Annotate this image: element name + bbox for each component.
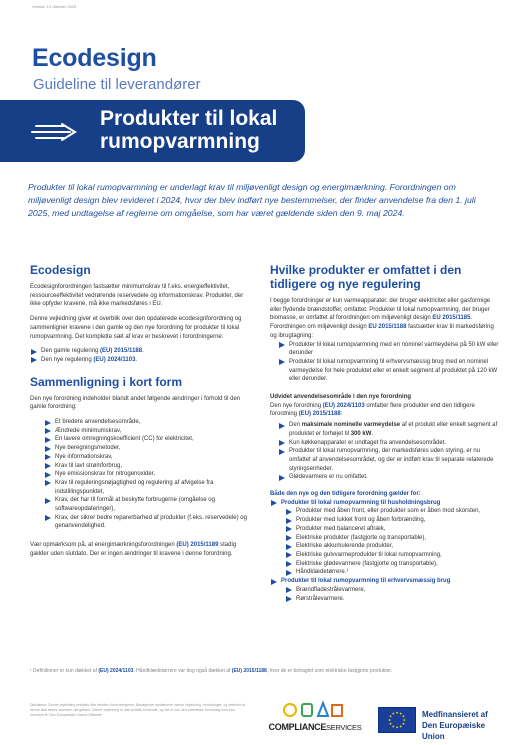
household-list <box>270 507 500 577</box>
brand-subtitle: Guideline til leverandører <box>33 76 201 93</box>
section-heading-comparison: Sammenligning i kort form <box>30 374 183 389</box>
list-item: Den maksimale nominelle varmeydelse af et produkt eller enkelt segment af produktet er forhøjet til 300 kW. <box>278 421 500 438</box>
regulation-link[interactable]: (EU) 2015/1188 <box>100 348 143 355</box>
group-list <box>270 577 500 586</box>
group-commercial: Produkter til lokal rumopvarmning til erhvervsmæssig brug <box>270 577 500 586</box>
brand-title: Ecodesign <box>32 44 157 72</box>
eu-flag-icon <box>378 707 416 733</box>
arrow-lines-icon <box>30 121 78 143</box>
group-list <box>270 499 500 508</box>
list-item: Elektriske gulvvarmeprodukter til lokal rumopvarmning, <box>286 551 500 560</box>
regulation-link[interactable]: (EU) 2024/1103 <box>98 668 134 674</box>
hero-title: Produkter til lokal rumopvarmning <box>100 107 278 153</box>
list-item: Krav til reguleringsnøjagtighed og regulering af afvigelse fra indstillingspunktet, <box>44 479 255 496</box>
list-item: Produkter med balanceret aftræk, <box>286 525 500 534</box>
regulation-link[interactable]: (EU) 2024/1103 <box>322 402 365 409</box>
list-item: Et bredere anvendelsesområde, <box>44 418 255 427</box>
list-item: Produkter med åben front, eller produkter som er åben mod skorsten, <box>286 507 500 516</box>
list-item: Den nye regulering (EU) 2024/1103. <box>30 356 255 365</box>
list-item: Glødevarmere er nu omfattet. <box>278 473 500 482</box>
commercial-list <box>270 586 500 603</box>
list-item: Nye emissionskrav for nitrogenoxider, <box>44 470 255 479</box>
list-item: Nye beregningsmetoder, <box>44 444 255 453</box>
left-column <box>30 263 255 565</box>
list-item: Krav, der sikrer bedre reparerbarhed af produkter (f.eks. reservedele) og genanvendelighed. <box>44 514 255 531</box>
list-item: Brændfladestrålevarmere, <box>286 586 500 595</box>
list-item: Krav til lavt strømforbrug, <box>44 462 255 471</box>
footnote: ¹ Definitioner er kun dækket af (EU) 2024/1103. Håndklædetørrere var dog også dækket af (EU) 2015/1188, hvor de er betragtet som elektriske fastgjorte produkter. <box>30 668 393 674</box>
list-item: Rørstrålevarmere. <box>286 595 500 604</box>
intro-text: Produkter til lokal rumopvarmning er underlagt krav til miljøvenligt design og energimærkning. Forordningen om miljøvenligt design blev revideret i 2024, hvor der blev indført nye bestemmelser, der finder anvendelse fra den 1. juli 2025, med undtagelse af reglerne om omgåelse, som har været gældende siden den 9. maj 2024. <box>28 182 476 218</box>
list-item: Elektriske produkter (fastgjorte og transportable), <box>286 534 500 543</box>
appliance-icons <box>260 698 370 720</box>
hero-banner <box>0 100 305 162</box>
list-item: Ændrede minimumskrav, <box>44 427 255 436</box>
paragraph: Den nye forordning indeholder blandt andet følgende ændringer i forhold til den gamle forordning: <box>30 395 241 411</box>
section-heading-ecodesign: Ecodesign <box>30 263 91 277</box>
compliance-services-logo <box>260 698 370 738</box>
both-heading: Både den nye og den tidligere forordning gælder for: <box>270 491 421 498</box>
paragraph: Den nye forordning (EU) 2024/1103 omfatter flere produkter end den tidligere forordning (EU) 2015/1188: <box>270 402 475 418</box>
list-item: Produkter til lokal rumopvarmning til erhvervsmæssig brug med en nominel varmeydelse for hele produktet eller et enkelt segment af produktet på 120 kW eller derunder. <box>278 358 500 384</box>
list-item: Elektriske glødevarmere (fastgjorte og transportable), <box>286 560 500 569</box>
list-item: Krav, der har til formål at beskytte forbrugerne (omgåelse og softwareopdateringer), <box>44 496 255 513</box>
list-item: Nye informationskrav, <box>44 453 255 462</box>
paragraph: Vær opmærksom på, at energimærkningsforordningen (EU) 2015/1189 stadig gælder uden slutdato. Der er ingen ændringer til kravene i denne forordning. <box>30 542 237 557</box>
paragraph: I begge forordninger er kun varmeapparater, der bruger elektricitet eller gasformige eller flydende brændstoffer, omfattet. Produkter til lokal rumopvarmning, der bruger biomasse, er omfattet af forordningen om miljøvenligt design EU 2015/1185. <box>270 298 491 322</box>
disclaimer: Disclaimer: Denne vejledning erstatter ikke teksten i forordningerne. Besøgende medlemmer denne vejledning, forordninger, og rettelser af denne skal læses sammen, det gælder. Denne vejledning er ikke juridisk bindende, og det er kun den autentiske forordning som kan henvises til. Den Europæiske Unions Officielle. <box>30 703 245 717</box>
regulation-link[interactable]: (EU) 2015/1188 <box>231 668 267 674</box>
list-item: Elektriske akkumulerende produkter, <box>286 542 500 551</box>
group-household: Produkter til lokal rumopvarmning til husholdningsbrug <box>270 499 500 508</box>
paragraph: Denne vejledning giver et overblik over den opdaterede ecodesignforordning og sammenligner kravene i den gamle og den nye forordning for produkter til lokal rumopvarmning. Det komplette sæt af krav er beskrevet i forordningerne: <box>30 316 242 340</box>
version-label: Version 14 Oktober 2025 <box>32 4 77 9</box>
list-item: Den gamle regulering (EU) 2015/1188. <box>30 347 255 356</box>
eu-text: Medfinansieret af Den Europæiske Union <box>422 710 488 741</box>
paragraph: Ecodesignforordningen fastsætter minimumskrav til f.eks. energieffektivitet, ressourceeffektivitet vedrørende reservedele og informationskrav. Produkter, der ikke opfyder kravene, må ikke markedsføres i EU. <box>30 284 244 308</box>
scope-heading: Udvidet anvendelsesområde i den nye forordning <box>270 394 412 401</box>
paragraph: Forordningen om miljøvenligt design EU 2015/1188 fastsætter krav til markedsføring og ibrugtagning: <box>270 324 494 339</box>
right-column <box>270 263 500 603</box>
section-heading-products: Hvilke produkter er omfattet i den tidligere og nye regulering <box>270 263 462 291</box>
regulation-link[interactable]: EU 2015/1185 <box>432 315 471 322</box>
scope-list <box>270 421 500 482</box>
list-item: Håndklædetørrere.¹ <box>286 568 500 577</box>
eu-cofunded-badge <box>378 707 506 741</box>
list-item: Produkter til lokal rumopvarmning med en nominel varmeydelse på 50 kW eller derunder <box>278 341 500 358</box>
logo-text: COMPLIANCESERVICES <box>268 722 362 732</box>
product-list-old <box>270 341 500 385</box>
regulation-list <box>30 347 255 364</box>
regulation-link[interactable]: (EU) 2015/1189 <box>176 542 219 549</box>
list-item: Produkter med lukket front og åben forbrænding, <box>286 516 500 525</box>
list-item: En lavere omregningskoefficient (CC) for elektricitet, <box>44 435 255 444</box>
list-item: Produkter til lokal rumopvarmning, der markedsføres uden styring, er nu omfattet af anvendelsesområdet, og der er indført krav til separate relaterede styringsenheder. <box>278 447 500 473</box>
regulation-link[interactable]: (EU) 2024/1103 <box>93 356 136 363</box>
regulation-link[interactable]: EU 2015/1188 <box>368 324 407 331</box>
regulation-link[interactable]: (EU) 2015/1188 <box>298 411 341 418</box>
changes-list <box>30 418 255 531</box>
list-item: Kun køkkenapparater er undtaget fra anvendelsesområdet. <box>278 439 500 448</box>
